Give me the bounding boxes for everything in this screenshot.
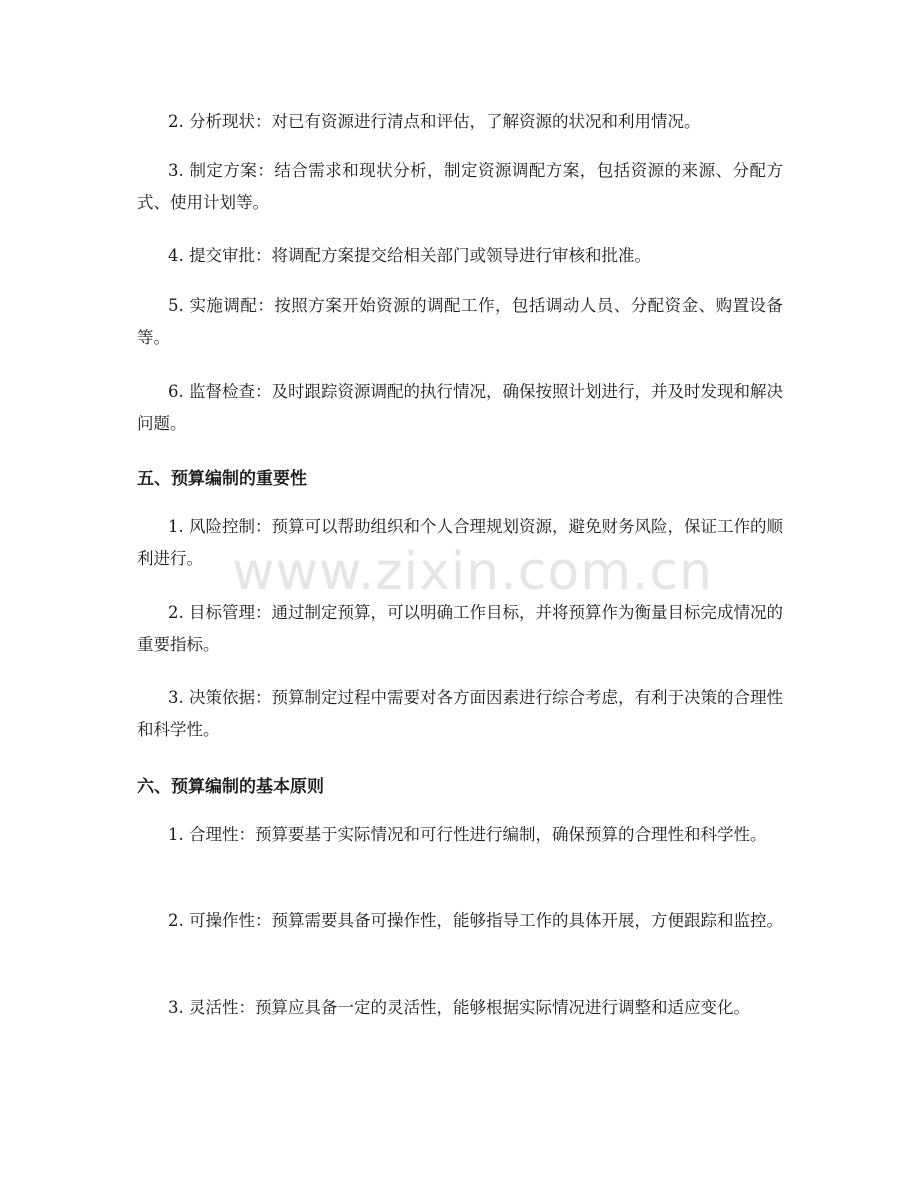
- paragraph-decision-basis: 3. 决策依据：预算制定过程中需要对各方面因素进行综合考虑，有利于决策的合理性和科学性。: [137, 688, 783, 739]
- paragraph-flexibility: 3. 灵活性：预算应具备一定的灵活性，能够根据实际情况进行调整和适应变化。: [168, 998, 750, 1017]
- paragraph-implement: 5. 实施调配：按照方案开始资源的调配工作，包括调动人员、分配资金、购置设备等。: [137, 296, 783, 347]
- paragraph-make-plan: 3. 制定方案：结合需求和现状分析，制定资源调配方案，包括资源的来源、分配方式、使用计划等。: [137, 161, 783, 212]
- paragraph-operability: 2. 可操作性：预算需要具备可操作性，能够指导工作的具体开展，方便跟踪和监控。: [168, 911, 783, 930]
- section-heading-importance: 五、预算编制的重要性: [137, 469, 307, 489]
- paragraph-analyze-status: 2. 分析现状：对已有资源进行清点和评估，了解资源的状况和利用情况。: [168, 112, 701, 131]
- paragraph-submit-approval: 4. 提交审批：将调配方案提交给相关部门或领导进行审核和批准。: [168, 246, 651, 265]
- watermark: www.zixin.com.cn: [232, 542, 713, 602]
- paragraph-goal-management: 2. 目标管理：通过制定预算，可以明确工作目标，并将预算作为衡量目标完成情况的重要指标。: [137, 603, 783, 654]
- paragraph-risk-control: 1. 风险控制：预算可以帮助组织和个人合理规划资源，避免财务风险，保证工作的顺利进行。: [137, 517, 783, 568]
- paragraph-rationality: 1. 合理性：预算要基于实际情况和可行性进行编制，确保预算的合理性和科学性。: [168, 825, 767, 844]
- paragraph-supervise: 6. 监督检查：及时跟踪资源调配的执行情况，确保按照计划进行，并及时发现和解决问题。: [137, 382, 783, 433]
- section-heading-principles: 六、预算编制的基本原则: [137, 777, 324, 797]
